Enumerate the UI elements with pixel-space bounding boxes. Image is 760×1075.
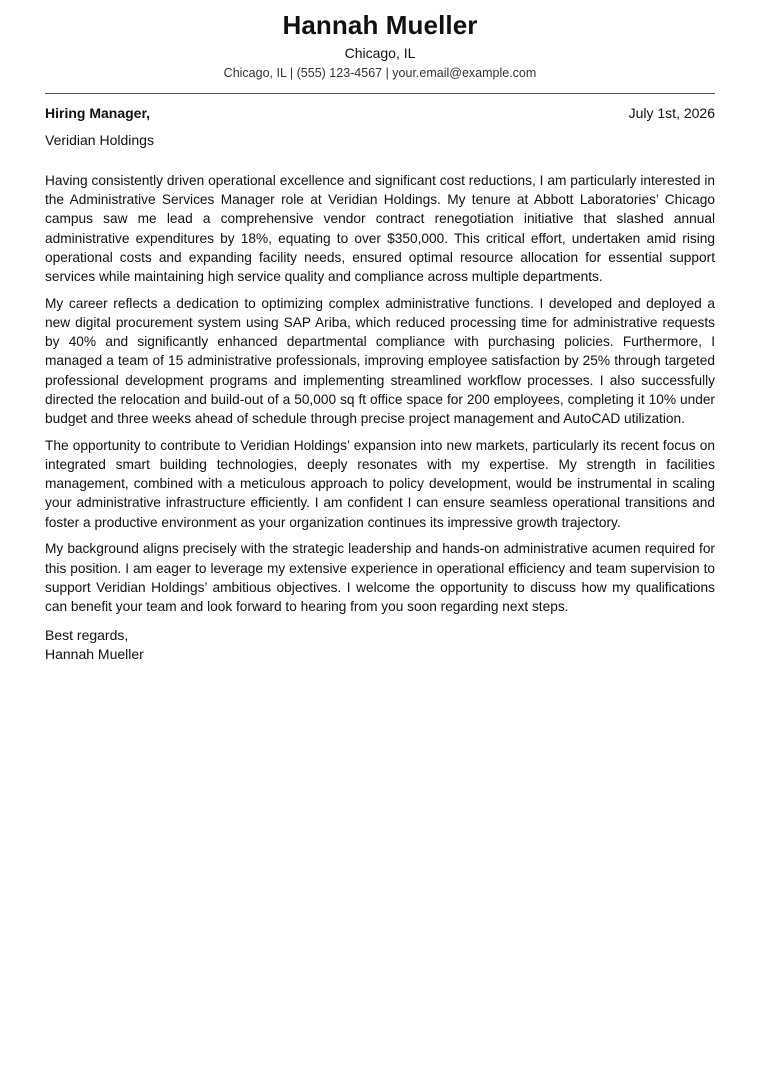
letter-header bbox=[45, 0, 715, 81]
salutation: Hiring Manager, bbox=[45, 105, 151, 121]
body-paragraph-3: The opportunity to contribute to Veridian Holdings’ expansion into new markets, particularly its recent focus on integrated smart building technologies, deeply resonates with my expertise. My strength in facilities management, combined with a meticulous approach to policy development, would be instrumental in scaling your administrative infrastructure efficiently. I am confident I can ensure seamless operational transitions and foster a productive environment as your organization continues its impressive growth trajectory. bbox=[45, 437, 715, 530]
letter-date: July 1st, 2026 bbox=[628, 105, 715, 121]
letter-closing bbox=[45, 626, 715, 664]
sender-location: Chicago, IL bbox=[344, 45, 416, 61]
sender-name: Hannah Mueller bbox=[282, 10, 478, 40]
addressee-row bbox=[45, 104, 715, 122]
sender-contact: Chicago, IL | (555) 123-4567 | your.email@example.com bbox=[223, 66, 537, 80]
body-paragraph-2: My career reflects a dedication to optimizing complex administrative functions. I developed and deployed a new digital procurement system using SAP Ariba, which reduced processing time for administrative requests by 40% and significantly enhanced departmental compliance with purchasing policies. Furthermore, I managed a team of 15 administrative professionals, improving employee satisfaction by 25% through targeted professional development programs and implementing streamlined workflow processes. I also successfully directed the relocation and build-out of a 50,000 sq ft office space for 200 employees, completing it 10% under budget and three weeks ahead of schedule through precise project management and AutoCAD utilization. bbox=[45, 295, 715, 427]
body-paragraph-1: Having consistently driven operational excellence and significant cost reductions, I am particularly interested in the Administrative Services Manager role at Veridian Holdings. My tenure at Abbott Laboratories’ Chicago campus saw me lead a comprehensive vendor contract renegotiation initiative that slashed annual administrative expenditures by 18%, equating to over $350,000. This critical effort, undertaken amid rising operational costs and expanding facility needs, ensured optimal resource allocation for essential support services while maintaining high service quality and compliance across multiple departments. bbox=[45, 173, 715, 285]
letter-body bbox=[45, 171, 715, 616]
signature-name: Hannah Mueller bbox=[45, 646, 144, 663]
recipient-company: Veridian Holdings bbox=[45, 132, 154, 148]
closing-phrase: Best regards, bbox=[45, 627, 129, 644]
header-divider bbox=[45, 93, 715, 94]
body-paragraph-4: My background aligns precisely with the strategic leadership and hands-on administrative acumen required for this position. I am eager to leverage my extensive experience in operational efficiency and team supervision to support Veridian Holdings’ ambitious objectives. I welcome the opportunity to discuss how my qualifications can benefit your team and look forward to hearing from you soon regarding next steps. bbox=[45, 541, 715, 615]
